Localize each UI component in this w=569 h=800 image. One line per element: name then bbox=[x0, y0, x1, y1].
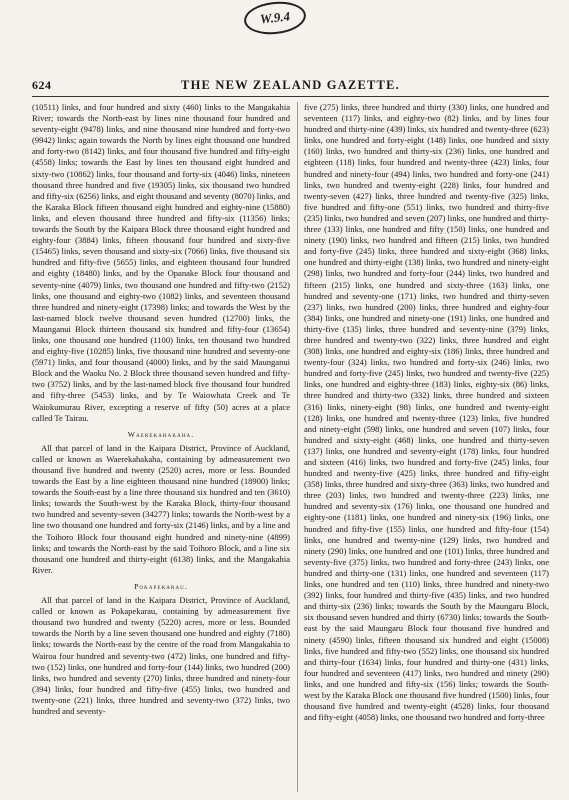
gazette-title: THE NEW ZEALAND GAZETTE. bbox=[181, 78, 400, 92]
right-column-paragraph: five (275) links, three hundred and thirty (330) links, one hundred and seventeen (117) links, and eighty-two (82) links, and by lines four hundred and thirty-nine (439) links, six hundred and twenty-three (623) links, one hundred and forty-eight (148) links, one hundred and sixty (160) links, two hundred and thirty-six (236) links, one hundred and eighteen (118) links, four hundred and twenty-three (423) links, four hundred and ninety-four (494) links, two hundred and forty-one (241) links, two hundred and twenty-eight (228) links, four hundred and twenty-seven (427) links, three hundred and twenty-five (325) links, five hundred and fifty-one (551) links, two hundred and thirty-five (235) links, two hundred and seven (207) links, one hundred and thirty-three (133) links, one hundred and fifty (150) links, one hundred and ninety (190) links, two hundred and fifteen (215) links, two hundred and forty-five (245) links, three hundred and sixty-eight (368) links, one hundred and thirty-eight (138) links, two hundred and ninety-eight (298) links, two hundred and forty-four (244) links, two hundred and fifteen (215) links, one hundred and sixty-three (163) links, one hundred and seventy-one (171) links, two hundred and thirty-seven (237) links, two hundred (200) links, three hundred and eighty-four (384) links, one hundred and ninety-one (191) links, one hundred and thirty-five (135) links, three hundred and seventy-nine (379) links, three hundred and twenty-two (322) links, three hundred and eight (308) links, one hundred and eighty-six (186) links, three hundred and twenty-four (324) links, two hundred and forty-six (246) links, two hundred and forty-five (245) links, two hundred and twenty-five (225) links, one hundred and eighty-three (183) links, eighty-six (86) links, three hundred and thirty-two (332) links, three hundred and sixteen (316) links, ninety-eight (98) links, one hundred and twenty-eight (128) links, one hundred and twenty-three (123) links, five hundred and ninety-eight (598) links, one hundred and seven (107) links, four hundred and sixty-eight (468) links, one hundred and thirty-seven (137) links, one hundred and seventy-eight (178) links, four hundred and sixteen (416) links, two hundred and forty-five (245) links, four hundred and twenty-five (425) links, three hundred and fifty-eight (358) links, three hundred and sixty-three (363) links, two hundred and three (203) links, two hundred and twenty-three (223) links, one hundred and seventy-six (176) links, one thousand one hundred and eighty-one (1181) links, one hundred and ninety-six (196) links, one hundred and fifty-five (155) links, one hundred and fifty-four (154) links, one hundred and twenty-nine (129) links, two hundred and ninety (290) links, one hundred and one (101) links, three hundred and seventy-five (375) links, two hundred and forty-three (243) links, one hundred and thirty-one (131) links, one hundred and seventeen (117) links, one hundred and ten (110) links, three hundred and ninety-two (392) links, four hundred and thirty-five (435) links, and two hundred and thirty-six (236) links; towards the South by the Maungaru Block, six thousand seven hundred and thirty (6730) links; towards the South-east by the said Maungaru Block four thousand five hundred and ninety (4590) links, fifteen thousand six hundred and eight (15008) links, five hundred and fifty-two (552) links, one thousand six hundred and thirty-four (1634) links, four hundred and thirty-one (431) links, four hundred and seventeen (417) links, two hundred and ninety (290) links, and one hundred and fifty-six (156) links; towards the South-west by the Karaka Block one thousand five hundred (1500) links, four thousand five hundred and twenty-eight (4528) links, four thousand and fifty-eight (4058) links, one thousand two hundred and forty-three bbox=[304, 102, 549, 723]
section-heading-waerekahakaha: Waerekahakaha. bbox=[127, 429, 195, 439]
section-paragraph-pokapekarau: All that parcel of land in the Kaipara District, Province of Auckland, called or known as Pokapekarau, containing by admeasurement five thousand two hundred and twenty (5220) acres, more or less. Bounded towards the North by a line seven thousand one hundred and eighty (7180) links; towards the North-east by the centre of the road from Mangakahia to Wairoa four hundred and seventy-two (472) links, one hundred and fifty-two (152) links, one hundred and forty-four (144) links, two hundred (200) links, two hundred and seventy (270) links, three hundred and ninety-four (394) links, four hundred and fifty-five (455) links, two hundred and twenty-one (221) links, three hundred and seventy-two (372) links, two hundred and seventy- bbox=[32, 595, 290, 716]
right-column bbox=[304, 102, 549, 796]
left-column bbox=[32, 102, 290, 796]
header-rule bbox=[32, 96, 549, 97]
page-header bbox=[32, 78, 549, 96]
section-heading-pokapekarau: Pokapekarau. bbox=[134, 581, 188, 591]
continuation-paragraph: (10511) links, and four hundred and sixty (460) links to the Mangakahia River; towards the North-east by lines nine thousand four hundred and seventy-eight (9478) links, and nine thousand nine hundred and forty-two (9942) links; again towards the North by lines eight thousand one hundred and forty-two (8142) links, and four thousand five hundred and fifty-eight (4558) links; towards the East by lines ten thousand eight hundred and sixty-two (10862) links, four thousand and forty-six (4046) links, nineteen thousand three hundred and five (19305) links, six thousand two hundred and fifty-six (6256) links, and eight thousand and seventy (8070) links, and the Karaka Block fifteen thousand eight hundred and eighty-nine (15880) links, and eleven thousand three hundred and fifty-six (11356) links; towards the South by the Kaipara Block three thousand eight hundred and eighty-four (3884) links, fifteen thousand four hundred and sixty-five (15465) links, seven thousand and sixty-six (7066) links, five thousand six hundred and fifty-five (5655) links, and eighteen thousand four hundred and eighty (18480) links, and by the Opanake Block four thousand and seventy-nine (4079) links, two thousand one hundred and fifty-two (2152) links, one thousand and eighty-two (1082) links, and seventeen thousand three hundred and ninety-eight (17398) links; and towards the West by the last-named block twelve thousand seven hundred (12700) links, the Maunganui Block thirteen thousand six hundred and fifty-four (13654) links, one thousand one hundred (1100) links, ten thousand two hundred and eighty-five (10285) links, five thousand nine hundred and seventy-one (5971) links, and four thousand (4000) links, and by the said Maunganui Block and the Waoku No. 2 Block three thousand seven hundred and fifty-two (3752) links, and by the last-named block five thousand four hundred and fifty-three (5453) links, and by Te Waiowhata Creek and Te Waiokumurau River, excepting a reserve of fifty (50) acres at a place called Te Tairau. bbox=[32, 102, 290, 423]
section-paragraph-waerekahakaha: All that parcel of land in the Kaipara District, Province of Auckland, called or known as Waerekahakaha, containing by admeasurement two thousand five hundred and twenty (2520) acres, more or less. Bounded towards the East by a line eighteen thousand nine hundred (18900) links; towards the South-east by a line three thousand six hundred and ten (3610) links; towards the South-west by the Karaka Block, thirty-four thousand two hundred and seventy-seven (34277) links; towards the North-west by a line two thousand one hundred and forty-six (2146) links, and by a line and the Toihoro Block four thousand eight hundred and ninety-nine (4899) links; and towards the North-east by the said Toihoro Block, and a line six thousand one hundred and thirty-eight (6138) links, and the Mangakahia River. bbox=[32, 442, 290, 575]
column-divider bbox=[297, 102, 298, 792]
page-number: 624 bbox=[32, 78, 52, 92]
handwritten-stamp: W.9.4 bbox=[242, 0, 307, 37]
